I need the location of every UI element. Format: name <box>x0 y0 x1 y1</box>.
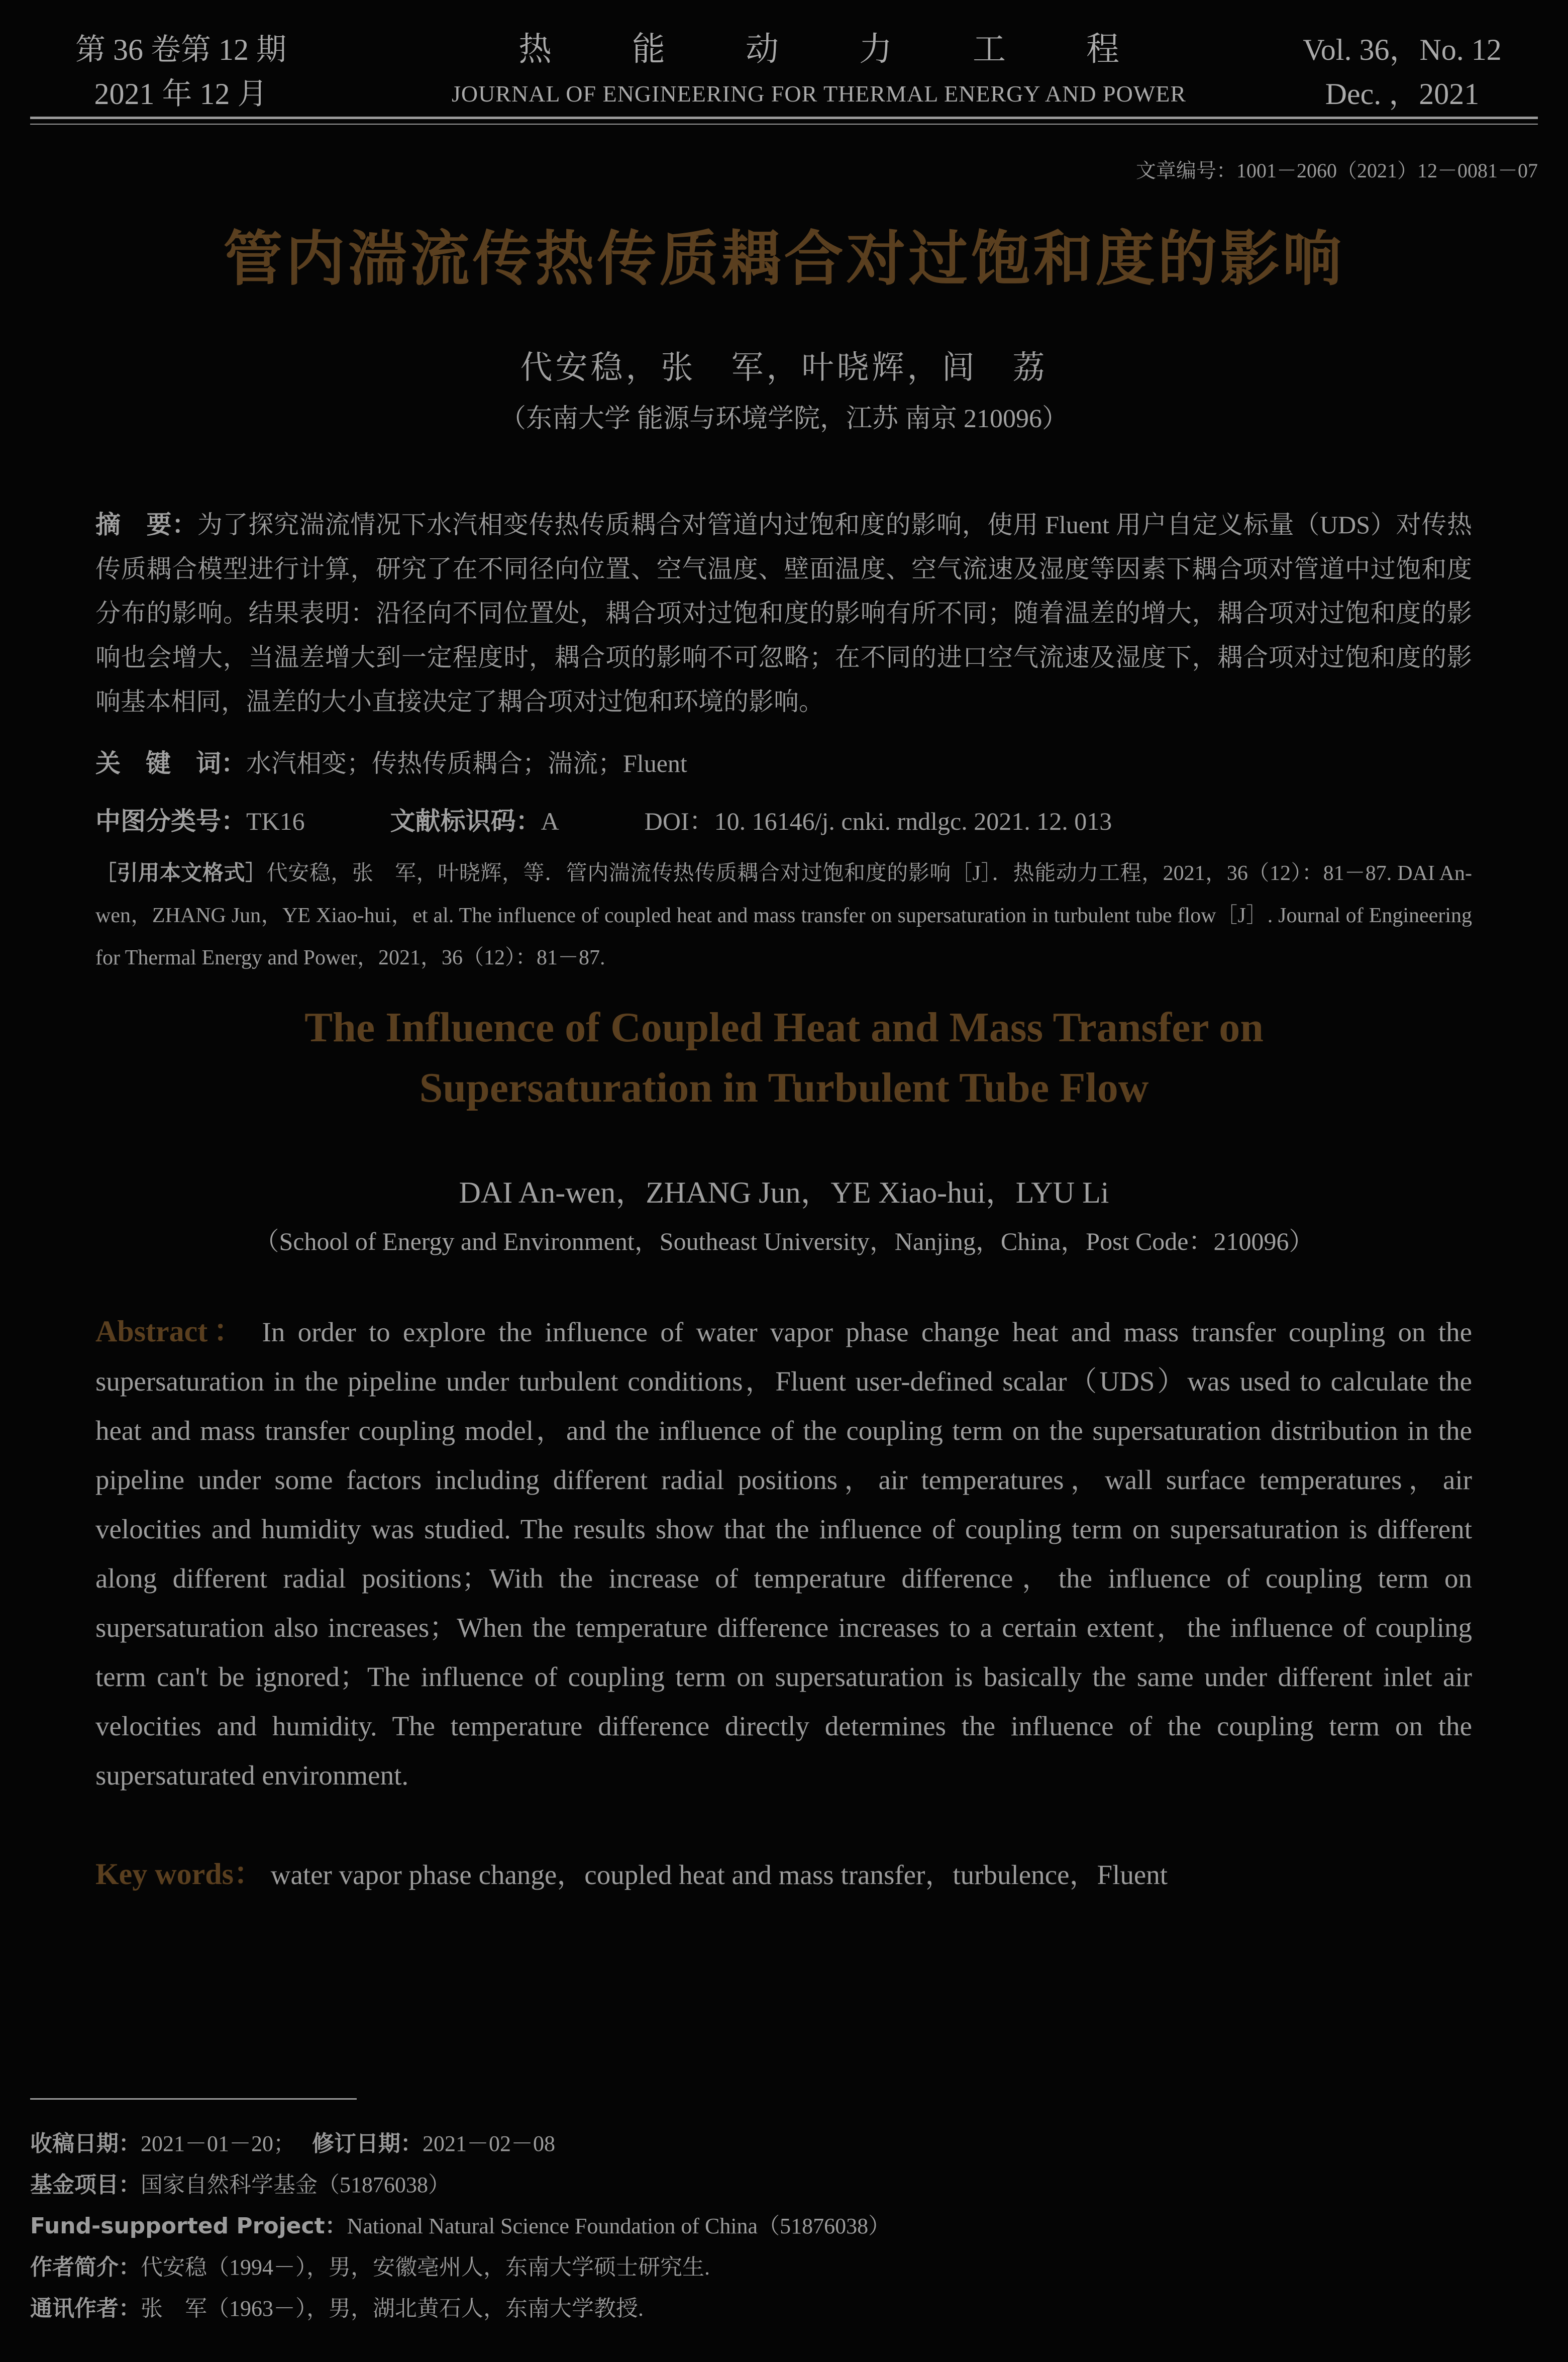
footnote-author <box>30 2247 1537 2288</box>
corresponding-value: 张 军（1963－），男，湖北黄石人，东南大学教授. <box>141 2296 644 2321</box>
footnote-corresponding <box>30 2288 1537 2329</box>
authors-en: DAI An-wen，ZHANG Jun，YE Xiao-hui，LYU Li <box>459 1176 1109 1209</box>
journal-name-cn: 热能动力工程 <box>518 31 1200 68</box>
journal-header <box>30 28 1538 118</box>
clc-label: 中图分类号： <box>95 807 246 836</box>
footnote-fund-en <box>30 2206 1537 2247</box>
article-number: 文章编号：1001－2060（2021）12－0081－07 <box>1136 159 1538 182</box>
issue-info-en <box>1287 28 1518 116</box>
affiliation-en: （School of Energy and Environment，Southeast University，Nanjing，China，Post Code：210096） <box>254 1227 1314 1255</box>
revised-label: 修订日期： <box>312 2131 423 2156</box>
keywords-en <box>95 1849 1472 1900</box>
keywords-cn-label: 关 键 词： <box>95 749 246 778</box>
fund-en-value: National Natural Science Foundation of China（51876038） <box>347 2214 891 2238</box>
footnote-fund-cn <box>30 2164 1537 2206</box>
doc-code-label: 文献标识码： <box>390 807 541 836</box>
clc-value: TK16 <box>246 807 305 835</box>
journal-name <box>392 28 1246 116</box>
received-value: 2021－01－20； <box>141 2131 295 2156</box>
abstract-cn-text: 为了探究湍流情况下水汽相变传热传质耦合对管道内过饱和度的影响，使用 Fluent 用户自定义标量（UDS）对传热传质耦合模型进行计算，研究了在不同径向位置、空气温度、壁面温度、空气流速及湿度等因素下耦合项对管道中过饱和度分布的影响。结果表明：沿径向不同位置处，耦合项对过饱和度的影响有所不同；随着温差的增大，耦合项对过饱和度的影响也会增大，当温差增大到一定程度时，耦合项的影响不可忽略；在不同的进口空气流速及湿度下，耦合项对过饱和度的影响基本相同，温差的大小直接决定了耦合项对过饱和环境的影响。 <box>95 511 1472 716</box>
volume-issue-en: Vol. 36，No. 12 <box>1303 33 1502 66</box>
header-rule-thick <box>30 117 1538 119</box>
citation-format <box>95 852 1472 979</box>
keywords-en-label: Key words： <box>95 1857 264 1891</box>
affiliation-cn: （东南大学 能源与环境学院，江苏 南京 210096） <box>499 405 1068 433</box>
abstract-cn-label: 摘 要： <box>95 510 197 539</box>
issue-info <box>60 28 301 116</box>
fund-en-label: Fund-supported Project： <box>30 2213 347 2239</box>
corresponding-label: 通讯作者： <box>30 2296 141 2321</box>
keywords-cn <box>95 741 1472 785</box>
title-cn: 管内湍流传热传质耦合对过饱和度的影响 <box>223 224 1345 293</box>
footnote-rule <box>30 2098 357 2100</box>
author-bio-value: 代安稳（1994－），男，安徽亳州人，东南大学硕士研究生. <box>141 2255 710 2280</box>
date-en: Dec. ，2021 <box>1325 77 1480 111</box>
fund-value: 国家自然科学基金（51876038） <box>141 2173 450 2197</box>
keywords-en-text: water vapor phase change，coupled heat and mass transfer，turbulence，Fluent <box>263 1859 1168 1890</box>
footnote-dates <box>30 2123 1537 2164</box>
doi: DOI：10. 16146/j. cnki. rndlgc. 2021. 12. 013 <box>644 807 1112 835</box>
title-en <box>0 998 1568 1118</box>
author-bio-label: 作者简介： <box>30 2254 141 2280</box>
title-en-line2: Supersaturation in Turbulent Tube Flow <box>419 1064 1149 1111</box>
title-en-line1: The Influence of Coupled Heat and Mass Transfer on <box>304 1004 1264 1051</box>
header-rule-thin <box>30 124 1538 125</box>
authors-cn: 代安稳，张 军，叶晓辉，闾 荔 <box>520 350 1048 385</box>
date-cn: 2021 年 12 月 <box>94 77 268 111</box>
keywords-cn-text: 水汽相变；传热传质耦合；湍流；Fluent <box>246 749 687 777</box>
citation-text: 代安稳，张 军，叶晓辉，等．管内湍流传热传质耦合对过饱和度的影响［J］．热能动力工程，2021，36（12）：81－87. DAI An-wen，ZHANG Jun，YE Xiao-hui，et al. The influence of coupled heat and mass transfer on supersaturation in turbulent tube flow［J］. Journal of Engineering for Thermal Energy and Power，2021，36（12）：81－87. <box>95 862 1472 969</box>
journal-name-en: JOURNAL OF ENGINEERING FOR THERMAL ENERGY AND POWER <box>451 81 1187 107</box>
abstract-en-label: Abstract： <box>95 1315 250 1348</box>
received-label: 收稿日期： <box>30 2131 141 2156</box>
doc-code-value: A <box>541 807 559 835</box>
fund-label: 基金项目： <box>30 2172 141 2198</box>
volume-issue-cn: 第 36 卷第 12 期 <box>75 33 286 66</box>
revised-value: 2021－02－08 <box>423 2131 555 2156</box>
citation-label: ［引用本文格式］ <box>95 860 267 885</box>
abstract-cn <box>95 503 1472 724</box>
classification-line <box>95 799 1472 843</box>
abstract-en <box>95 1307 1472 1800</box>
abstract-en-text: In order to explore the influence of water vapor phase change heat and mass transfer coupling on the supersaturation in the pipeline under turbulent conditions，Fluent user-defined scalar（UDS）was used to calculate the heat and mass transfer coupling model，and the influence of the coupling term on the supersaturation distribution in the pipeline under some factors including different radial positions，air temperatures，wall surface temperatures，air velocities and humidity was studied. The results show that the influence of coupling term on supersaturation is different along different radial positions；With the increase of temperature difference，the influence of coupling term on supersaturation also increases；When the temperature difference increases to a certain extent，the influence of coupling term can't be ignored；The influence of coupling term on supersaturation is basically the same under different inlet air velocities and humidity. The temperature difference directly determines the influence of the coupling term on the supersaturated environment. <box>95 1317 1472 1791</box>
